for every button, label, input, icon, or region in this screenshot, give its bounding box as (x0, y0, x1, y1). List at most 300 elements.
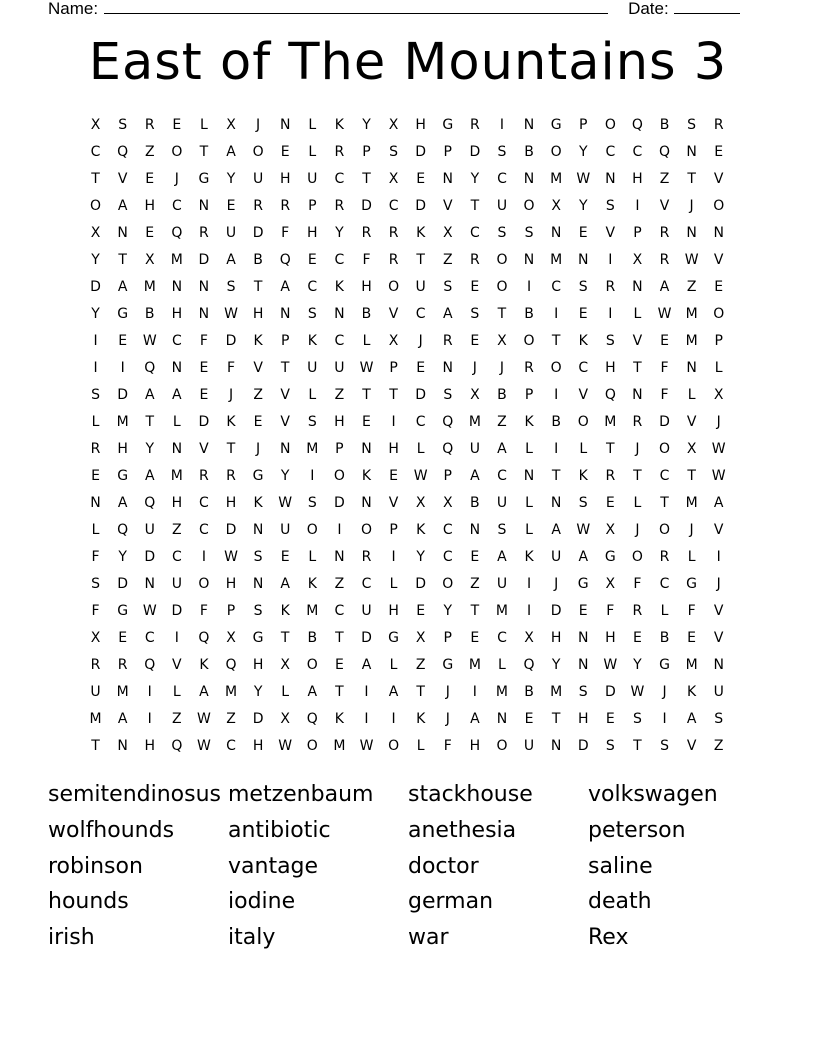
grid-letter: S (253, 549, 263, 565)
grid-letter: D (577, 738, 589, 754)
grid-letter: O (306, 657, 318, 673)
grid-letter: N (334, 549, 345, 565)
grid-letter: Q (442, 441, 454, 457)
grid-letter: T (199, 144, 209, 160)
grid-letter: D (659, 414, 670, 430)
grid-letter: L (498, 657, 506, 673)
grid-letter: E (470, 630, 480, 646)
grid-letter: R (442, 333, 453, 349)
grid-letter: D (415, 144, 427, 160)
grid-letter: H (415, 117, 426, 133)
grid-letter: A (442, 306, 453, 322)
grid-letter: J (228, 387, 234, 403)
grid-letter: V (605, 225, 616, 241)
grid-letter: X (388, 171, 399, 187)
grid-letter: G (198, 171, 210, 187)
grid-letter: O (523, 333, 535, 349)
grid-letter: O (198, 576, 210, 592)
grid-letter: Q (117, 522, 129, 538)
grid-letter: C (497, 468, 507, 484)
grid-letter: X (497, 333, 507, 349)
page-title: East of The Mountains 3 (88, 33, 728, 92)
grid-letter: H (605, 360, 616, 376)
grid-letter: K (416, 711, 426, 727)
grid-letter: K (226, 414, 236, 430)
grid-letter: R (199, 468, 209, 484)
grid-letter: D (334, 495, 345, 511)
grid-letter: I (310, 468, 315, 484)
grid-letter: R (334, 144, 345, 160)
grid-letter: V (578, 387, 589, 403)
grid-letter: P (308, 198, 317, 214)
grid-letter: O (496, 279, 508, 295)
grid-letter: A (470, 468, 480, 484)
grid-letter: D (117, 387, 129, 403)
grid-letter: M (550, 171, 563, 187)
grid-letter: I (635, 198, 640, 214)
word-list-item: irish (48, 925, 95, 951)
word-list-item: semitendinosus (48, 782, 221, 807)
grid-letter: K (334, 711, 344, 727)
grid-letter: D (225, 522, 237, 538)
grid-letter: X (415, 495, 426, 511)
grid-letter: Q (225, 657, 237, 673)
grid-letter: S (91, 576, 100, 592)
grid-letter: I (662, 711, 667, 727)
grid-letter: V (172, 657, 182, 673)
grid-letter: M (604, 414, 617, 430)
grid-letter: F (226, 360, 236, 376)
grid-letter: A (144, 468, 155, 484)
grid-letter: P (443, 144, 452, 160)
grid-letter: N (496, 711, 508, 727)
name-blank-line[interactable] (104, 0, 608, 14)
grid-letter: S (389, 144, 399, 160)
word-list-item: vantage (228, 853, 319, 879)
grid-letter: Q (523, 657, 535, 673)
grid-letter: G (577, 576, 589, 592)
grid-letter: R (632, 603, 643, 619)
letter-grid (82, 112, 734, 760)
grid-letter: R (469, 117, 480, 133)
grid-letter: M (685, 333, 698, 349)
grid-letter: T (551, 468, 561, 484)
grid-letter: E (578, 225, 588, 241)
grid-letter: U (415, 279, 426, 295)
grid-letter: N (632, 387, 643, 403)
grid-letter: E (470, 333, 480, 349)
grid-letter: Q (171, 225, 183, 241)
grid-letter: V (388, 495, 399, 511)
grid-letter: D (198, 252, 210, 268)
grid-letter: S (307, 414, 317, 430)
grid-letter: J (472, 360, 477, 376)
grid-row (82, 139, 734, 166)
grid-letter: L (525, 522, 533, 538)
grid-letter: N (713, 225, 724, 241)
grid-letter: C (334, 603, 345, 619)
grid-letter: H (334, 414, 345, 430)
grid-letter: U (90, 684, 101, 700)
grid-letter: E (199, 360, 209, 376)
grid-letter: V (659, 198, 670, 214)
grid-letter: C (442, 549, 453, 565)
grid-letter: E (578, 603, 588, 619)
grid-letter: N (577, 630, 589, 646)
grid-letter: Y (280, 468, 290, 484)
grid-letter: N (713, 657, 724, 673)
grid-letter: N (252, 576, 264, 592)
grid-letter: V (388, 306, 399, 322)
grid-letter: A (117, 495, 128, 511)
grid-letter: C (497, 171, 507, 187)
grid-letter: N (361, 441, 372, 457)
grid-letter: T (253, 279, 263, 295)
grid-letter: K (524, 549, 534, 565)
grid-letter: G (252, 630, 264, 646)
grid-letter: U (523, 738, 535, 754)
grid-letter: K (361, 468, 372, 484)
grid-letter: N (198, 198, 210, 214)
grid-letter: F (660, 360, 669, 376)
grid-letter: X (90, 225, 101, 241)
grid-letter: W (576, 171, 591, 187)
grid-letter: X (90, 117, 101, 133)
grid-letter: M (495, 684, 508, 700)
grid-letter: R (713, 117, 724, 133)
grid-letter: V (253, 360, 263, 376)
grid-letter: N (171, 360, 183, 376)
grid-letter: L (525, 441, 533, 457)
grid-letter: T (687, 468, 696, 484)
grid-letter: D (225, 333, 237, 349)
grid-letter: U (496, 576, 508, 592)
grid-letter: F (281, 225, 290, 241)
grid-letter: E (334, 657, 344, 673)
grid-letter: L (389, 657, 398, 673)
grid-letter: X (632, 252, 643, 268)
grid-letter: J (662, 684, 667, 700)
grid-letter: Y (91, 252, 100, 268)
grid-letter: U (496, 495, 508, 511)
grid-letter: G (550, 117, 562, 133)
grid-letter: Z (334, 576, 345, 592)
grid-letter: M (685, 306, 698, 322)
word-list-item: volkswagen (588, 782, 718, 807)
grid-row (82, 679, 734, 706)
grid-letter: S (226, 279, 236, 295)
grid-letter: C (226, 738, 236, 754)
grid-letter: Q (144, 495, 156, 511)
grid-letter: N (252, 522, 264, 538)
grid-letter: C (469, 225, 480, 241)
grid-letter: N (632, 279, 643, 295)
grid-letter: K (416, 522, 426, 538)
grid-letter: B (659, 117, 670, 133)
grid-letter: E (714, 279, 724, 295)
word-list-item: metzenbaum (228, 782, 374, 807)
grid-letter: E (605, 711, 615, 727)
grid-letter: E (470, 549, 480, 565)
grid-letter: N (90, 495, 101, 511)
grid-letter: F (660, 387, 669, 403)
grid-letter: N (117, 225, 128, 241)
word-list-item: doctor (408, 853, 479, 879)
grid-letter: R (90, 441, 101, 457)
grid-letter: U (307, 171, 318, 187)
grid-letter: E (91, 468, 100, 484)
grid-letter: O (306, 738, 318, 754)
grid-letter: E (470, 279, 480, 295)
grid-letter: I (526, 576, 532, 592)
grid-letter: A (659, 279, 670, 295)
grid-row (82, 571, 734, 598)
grid-letter: S (91, 387, 100, 403)
grid-letter: R (361, 549, 372, 565)
grid-letter: H (252, 738, 264, 754)
grid-letter: M (333, 738, 346, 754)
grid-letter: O (577, 414, 589, 430)
grid-letter: L (389, 576, 398, 592)
grid-letter: G (604, 549, 616, 565)
grid-letter: Y (578, 198, 588, 214)
grid-letter: B (551, 414, 561, 430)
grid-letter: W (197, 711, 211, 727)
grid-letter: C (415, 306, 426, 322)
grid-letter: S (307, 495, 317, 511)
grid-letter: H (144, 198, 155, 214)
grid-letter: N (577, 657, 589, 673)
grid-letter: I (472, 684, 477, 700)
grid-letter: R (659, 252, 670, 268)
grid-letter: H (252, 657, 264, 673)
grid-letter: J (635, 522, 640, 538)
grid-letter: W (576, 522, 591, 538)
grid-letter: T (118, 252, 127, 268)
grid-letter: D (252, 225, 264, 241)
grid-letter: O (496, 738, 508, 754)
grid-letter: Z (172, 711, 182, 727)
grid-letter: Z (442, 252, 453, 268)
grid-letter: N (469, 522, 481, 538)
grid-letter: U (469, 441, 480, 457)
grid-letter: Y (551, 657, 561, 673)
grid-letter: C (659, 576, 670, 592)
grid-letter: W (359, 738, 374, 754)
grid-letter: E (416, 171, 426, 187)
grid-letter: K (524, 414, 534, 430)
grid-letter: P (443, 468, 452, 484)
grid-letter: D (415, 387, 427, 403)
grid-letter: H (577, 711, 589, 727)
word-list-item: iodine (228, 889, 296, 915)
grid-letter: P (335, 441, 344, 457)
grid-letter: S (307, 306, 317, 322)
grid-letter: L (308, 387, 317, 403)
grid-letter: A (226, 144, 236, 160)
grid-letter: T (145, 414, 155, 430)
grid-letter: S (497, 225, 507, 241)
grid-letter: T (660, 495, 669, 511)
grid-letter: O (442, 576, 454, 592)
grid-letter: O (388, 738, 400, 754)
grid-letter: T (226, 441, 236, 457)
grid-letter: X (226, 117, 236, 133)
grid-letter: S (443, 279, 453, 295)
grid-letter: I (608, 306, 613, 322)
grid-letter: E (280, 549, 290, 565)
grid-letter: W (142, 603, 157, 619)
grid-letter: Q (659, 144, 671, 160)
grid-letter: N (523, 252, 535, 268)
grid-letter: J (445, 684, 450, 700)
grid-letter: S (605, 198, 615, 214)
grid-letter: C (605, 144, 616, 160)
grid-letter: I (337, 522, 342, 538)
grid-letter: D (90, 279, 101, 295)
grid-letter: N (117, 738, 128, 754)
grid-letter: A (686, 711, 697, 727)
grid-letter: B (361, 306, 372, 322)
grid-letter: C (199, 522, 209, 538)
grid-letter: L (633, 306, 642, 322)
grid-letter: D (415, 576, 427, 592)
grid-letter: R (605, 279, 616, 295)
grid-letter: F (633, 576, 642, 592)
grid-letter: V (442, 198, 453, 214)
grid-letter: X (524, 630, 534, 646)
grid-letter: J (554, 576, 559, 592)
grid-letter: G (442, 657, 454, 673)
grid-letter: J (418, 333, 423, 349)
grid-letter: A (497, 549, 507, 565)
grid-letter: X (280, 711, 290, 727)
grid-letter: A (307, 684, 318, 700)
date-blank-line[interactable] (674, 0, 740, 14)
grid-letter: Y (91, 306, 100, 322)
grid-letter: T (470, 603, 480, 619)
grid-letter: N (279, 441, 291, 457)
grid-letter: D (117, 576, 129, 592)
grid-letter: Q (144, 360, 156, 376)
grid-letter: L (172, 684, 181, 700)
grid-letter: W (684, 252, 699, 268)
grid-letter: V (713, 171, 724, 187)
grid-letter: C (90, 144, 101, 160)
grid-letter: C (551, 279, 562, 295)
grid-letter: D (144, 549, 156, 565)
grid-letter: K (334, 279, 344, 295)
grid-letter: N (279, 306, 291, 322)
grid-letter: Q (171, 738, 183, 754)
grid-letter: T (687, 171, 696, 187)
grid-letter: I (174, 630, 179, 646)
grid-letter: P (579, 117, 588, 133)
grid-letter: S (470, 306, 480, 322)
grid-letter: H (144, 738, 155, 754)
grid-letter: V (117, 171, 128, 187)
word-list-item: stackhouse (408, 782, 533, 807)
grid-letter: S (632, 711, 642, 727)
grid-letter: R (90, 657, 101, 673)
grid-letter: C (442, 522, 453, 538)
grid-letter: H (469, 738, 481, 754)
grid-letter: I (554, 441, 559, 457)
grid-letter: Y (118, 549, 127, 565)
grid-letter: B (497, 387, 507, 403)
grid-letter: L (714, 360, 723, 376)
grid-letter: H (632, 171, 643, 187)
grid-letter: R (659, 549, 670, 565)
grid-row (82, 733, 734, 760)
grid-letter: E (416, 360, 426, 376)
grid-letter: O (604, 117, 616, 133)
grid-letter: H (171, 306, 183, 322)
grid-letter: C (334, 171, 345, 187)
grid-letter: M (116, 414, 129, 430)
grid-letter: T (416, 684, 425, 700)
grid-letter: E (145, 225, 155, 241)
grid-letter: T (91, 171, 100, 187)
grid-letter: M (550, 252, 563, 268)
grid-letter: X (605, 522, 616, 538)
grid-letter: N (442, 171, 453, 187)
grid-letter: R (334, 198, 345, 214)
grid-letter: C (578, 360, 589, 376)
grid-letter: H (550, 630, 562, 646)
grid-letter: N (171, 279, 183, 295)
grid-letter: L (687, 549, 696, 565)
grid-letter: Y (335, 225, 344, 241)
grid-letter: O (523, 198, 535, 214)
grid-letter: R (659, 225, 670, 241)
grid-letter: F (199, 333, 208, 349)
name-date-header (48, 0, 748, 19)
grid-letter: I (391, 414, 396, 430)
grid-letter: I (554, 387, 559, 403)
grid-letter: G (442, 117, 454, 133)
grid-letter: W (413, 468, 428, 484)
grid-letter: X (226, 630, 236, 646)
grid-letter: M (685, 495, 698, 511)
grid-letter: Y (416, 549, 425, 565)
name-label: Name: (48, 0, 99, 18)
word-list-item: Rex (588, 925, 629, 951)
grid-letter: E (145, 171, 155, 187)
grid-letter: D (550, 603, 562, 619)
grid-letter: N (361, 495, 372, 511)
grid-letter: D (198, 414, 210, 430)
grid-letter: I (391, 711, 396, 727)
grid-letter: O (333, 468, 345, 484)
grid-letter: Z (172, 522, 182, 538)
grid-letter: L (416, 441, 425, 457)
grid-letter: E (578, 306, 588, 322)
grid-letter: M (224, 684, 238, 700)
grid-row (82, 436, 734, 463)
grid-letter: Y (633, 657, 642, 673)
grid-letter: Z (415, 657, 426, 673)
grid-letter: U (713, 684, 724, 700)
grid-letter: J (174, 171, 179, 187)
grid-letter: C (415, 414, 426, 430)
grid-letter: Y (362, 117, 371, 133)
grid-letter: S (714, 711, 724, 727)
grid-letter: U (551, 549, 562, 565)
grid-letter: X (686, 441, 697, 457)
word-list-item: death (588, 889, 652, 915)
grid-letter: X (90, 630, 101, 646)
